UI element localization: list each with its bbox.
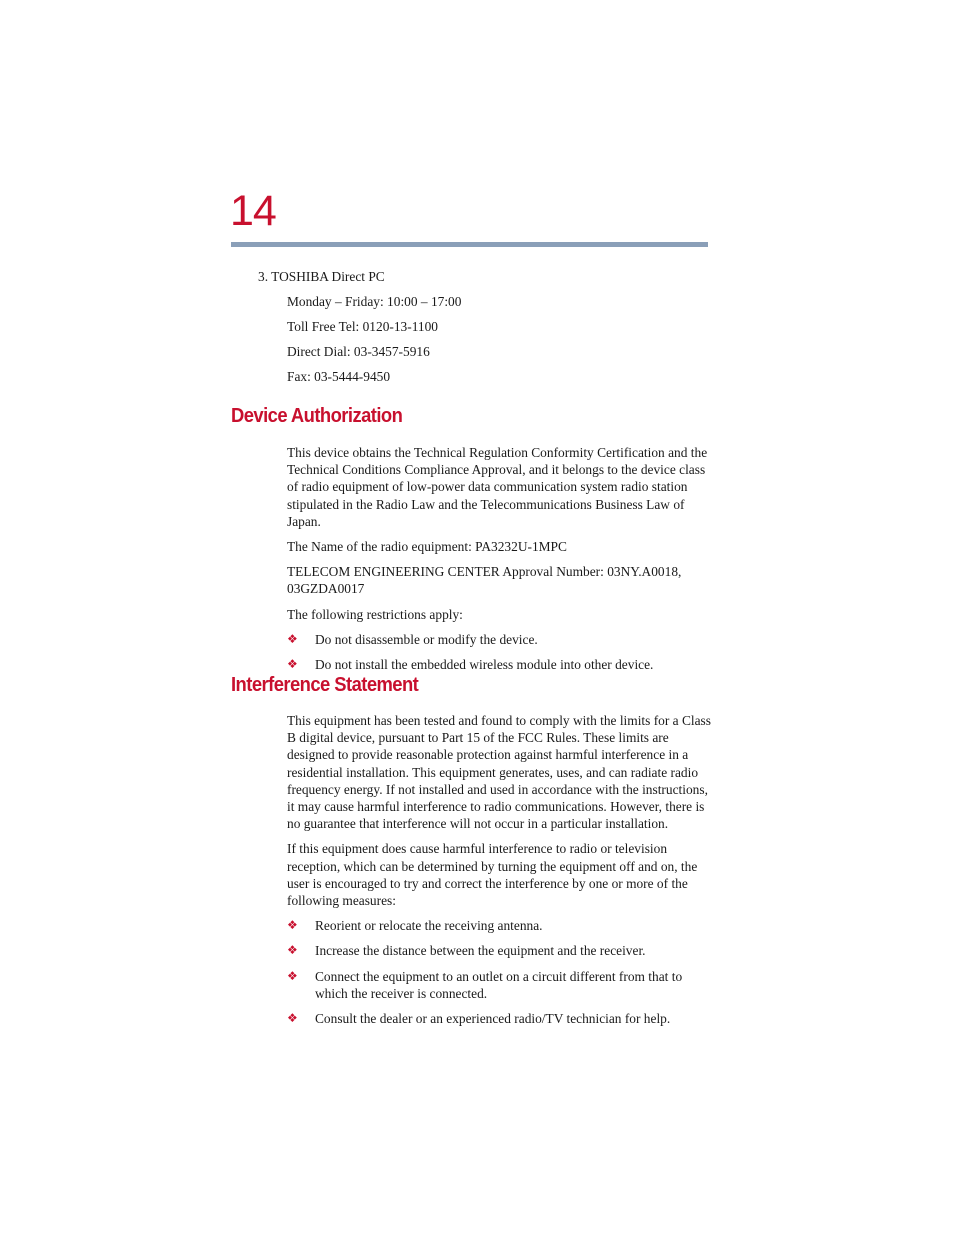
list-item	[287, 917, 712, 934]
interference-statement-body	[287, 712, 712, 1035]
bullet-diamond-icon: ❖	[287, 918, 298, 933]
list-item-text: Reorient or relocate the receiving antenna.	[315, 918, 543, 934]
list-item-text: Consult the dealer or an experienced radio/TV technician for help.	[315, 1011, 671, 1027]
contact-fax: Fax: 03-5444-9450	[287, 369, 391, 384]
bullet-diamond-icon: ❖	[287, 631, 298, 646]
contact-direct-dial: Direct Dial: 03-3457-5916	[287, 344, 430, 359]
interference-paragraph: If this equipment does cause harmful interference to radio or television reception, which can be determined by turning the equipment off and on, the user is encouraged to try and correct the interference by one or more of the following measures:	[287, 841, 698, 909]
list-item	[287, 1010, 712, 1027]
approval-number: TELECOM ENGINEERING CENTER Approval Number: 03NY.A0018, 03GZDA0017	[287, 564, 682, 597]
device-authorization-heading: Device Authorization	[231, 405, 403, 427]
list-item	[287, 631, 712, 648]
contact-block	[258, 268, 718, 393]
list-item	[287, 656, 712, 673]
list-item-text: Do not install the embedded wireless module into other device.	[315, 657, 654, 673]
device-authorization-body	[287, 444, 712, 681]
device-authorization-paragraph: This device obtains the Technical Regulation Conformity Certification and the Technical Conditions Compliance Approval, and it belongs to the device class of radio equipment of low-power data communication system radio station stipulated in the Radio Law and the Telecommunications Business Law of Japan.	[287, 445, 708, 529]
interference-paragraph: This equipment has been tested and found to comply with the limits for a Class B digital device, pursuant to Part 15 of the FCC Rules. These limits are designed to provide reasonable protection against harmful interference in a residential installation. This equipment generates, uses, and can radiate radio frequency energy. If not installed and used in accordance with the instructions, it may cause harmful interference to radio communications. However, there is no guarantee that interference will not occur in a particular installation.	[287, 713, 711, 832]
bullet-diamond-icon: ❖	[287, 657, 298, 672]
list-item	[287, 968, 712, 1002]
bullet-diamond-icon: ❖	[287, 968, 298, 983]
restrictions-intro: The following restrictions apply:	[287, 606, 463, 622]
contact-heading: 3. TOSHIBA Direct PC	[258, 269, 385, 284]
list-item	[287, 942, 712, 959]
bullet-diamond-icon: ❖	[287, 943, 298, 958]
list-item-text: Increase the distance between the equipment and the receiver.	[315, 943, 646, 959]
bullet-diamond-icon: ❖	[287, 1011, 298, 1026]
contact-toll-free: Toll Free Tel: 0120-13-1100	[287, 319, 438, 334]
list-item-text: Connect the equipment to an outlet on a circuit different from that to which the receiver is connected.	[315, 968, 683, 1001]
radio-equipment-name: The Name of the radio equipment: PA3232U-1MPC	[287, 539, 567, 555]
page-number: 14	[230, 187, 276, 235]
list-item-text: Do not disassemble or modify the device.	[315, 631, 538, 647]
interference-statement-heading: Interference Statement	[231, 674, 419, 696]
header-rule	[231, 242, 708, 247]
contact-hours: Monday – Friday: 10:00 – 17:00	[287, 294, 462, 309]
